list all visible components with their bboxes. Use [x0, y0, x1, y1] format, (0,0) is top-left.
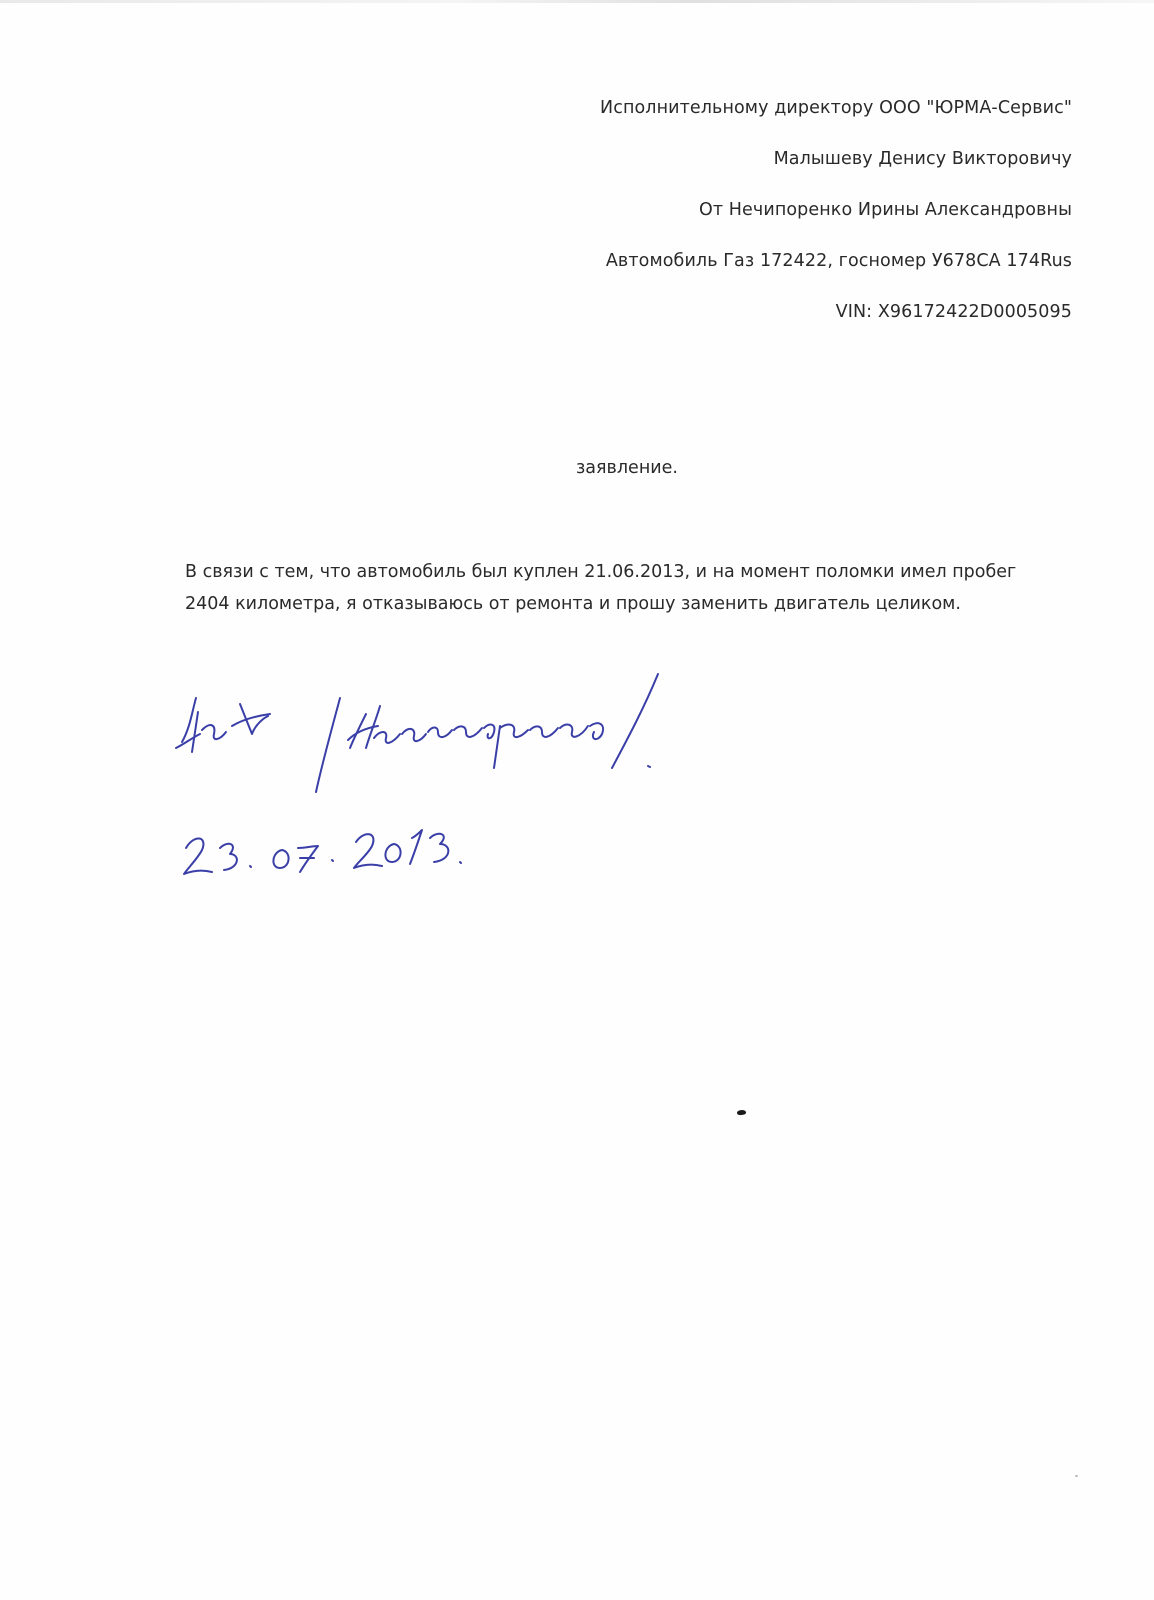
statement-line-1: В связи с тем, что автомобиль был куплен 21.06.2013, и на момент поломки имел пробег	[185, 562, 1017, 582]
sender-name: От Нечипоренко Ирины Александровны	[698, 200, 1072, 220]
ink-speck	[737, 1109, 747, 1115]
handwritten-date	[180, 818, 500, 898]
scan-dust	[1075, 1475, 1078, 1477]
scan-edge	[0, 0, 1154, 3]
addressee-name: Малышеву Денису Викторовичу	[773, 149, 1072, 169]
handwritten-signature	[170, 668, 690, 808]
addressee-position: Исполнительному директору ООО "ЮРМА-Сервис"	[600, 98, 1072, 118]
vehicle-vin: VIN: X96172422D0005095	[835, 302, 1072, 322]
document-title: заявление.	[576, 458, 678, 478]
vehicle-info: Автомобиль Газ 172422, госномер У678СА 174Rus	[605, 251, 1072, 271]
addressee-block	[600, 96, 1072, 351]
statement-line-2: 2404 километра, я отказываюсь от ремонта и прошу заменить двигатель целиком.	[185, 594, 961, 614]
statement-body	[185, 556, 1085, 620]
